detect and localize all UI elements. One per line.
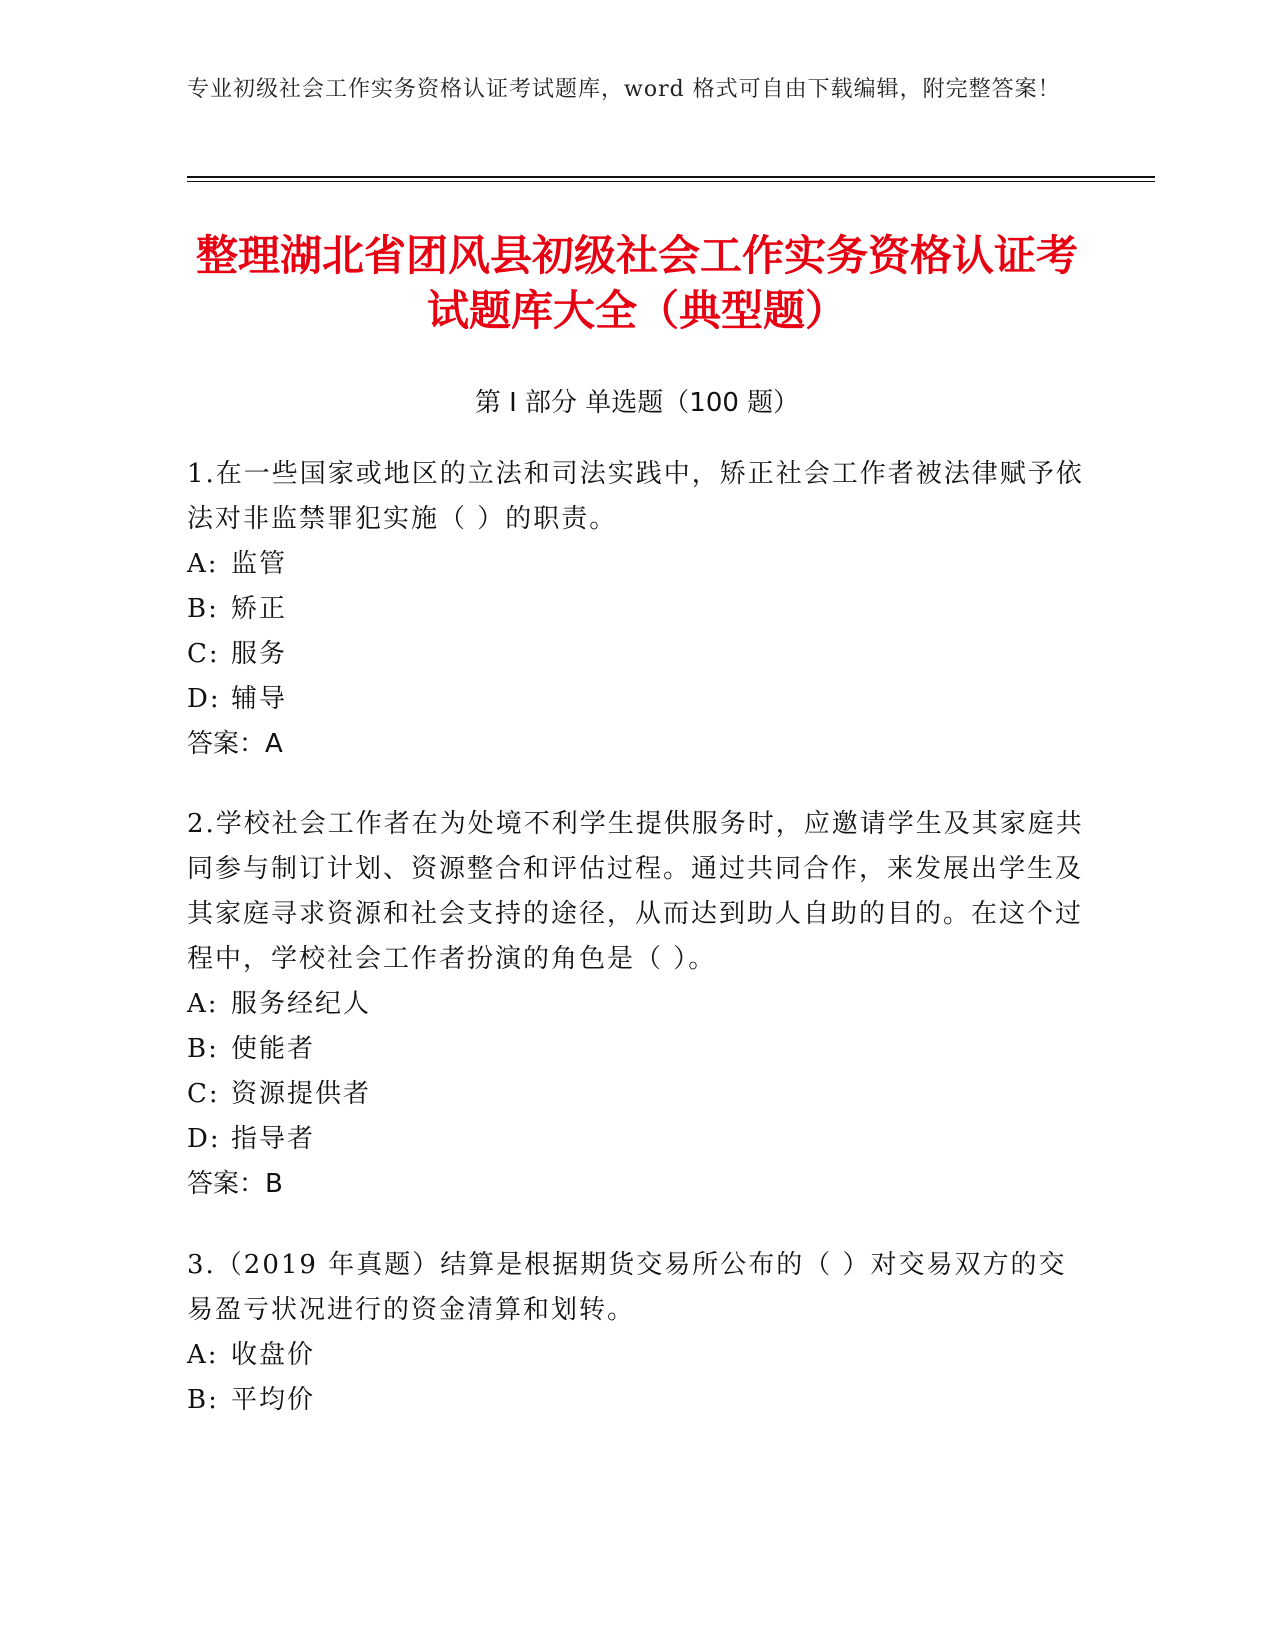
option-text: 资源提供者 bbox=[231, 1079, 372, 1109]
header-note: 专业初级社会工作实务资格认证考试题库，word 格式可自由下载编辑，附完整答案！ bbox=[187, 77, 1061, 102]
option-d bbox=[187, 677, 1087, 722]
question-stem: 3.（2019 年真题）结算是根据期货交易所公布的（ ）对交易双方的交易盈亏状况进行的资金清算和划转。 bbox=[187, 1250, 1067, 1325]
option-text: 服务 bbox=[231, 639, 288, 669]
header-divider-thick bbox=[187, 176, 1155, 178]
option-b bbox=[187, 587, 1087, 632]
option-b bbox=[187, 1027, 1087, 1072]
option-letter: C: bbox=[187, 1079, 220, 1109]
option-text: 矫正 bbox=[231, 594, 288, 624]
option-text: 辅导 bbox=[231, 684, 288, 714]
option-text: 监管 bbox=[231, 549, 288, 579]
option-letter: A: bbox=[187, 989, 219, 1019]
answer: 答案：A bbox=[187, 729, 283, 759]
option-d bbox=[187, 1117, 1087, 1162]
option-b bbox=[187, 1378, 1087, 1423]
document-title: 整理湖北省团风县初级社会工作实务资格认证考试题库大全（典型题） bbox=[195, 231, 1078, 335]
question-3 bbox=[187, 1243, 1087, 1423]
option-a bbox=[187, 1333, 1087, 1378]
question-stem: 2.学校社会工作者在为处境不利学生提供服务时，应邀请学生及其家庭共同参与制订计划、资源整合和评估过程。通过共同合作，来发展出学生及其家庭寻求资源和社会支持的途径，从而达到助人自助的目的。在这个过程中，学校社会工作者扮演的角色是（ ）。 bbox=[187, 809, 1084, 974]
option-letter: C: bbox=[187, 639, 220, 669]
option-letter: B: bbox=[187, 594, 219, 624]
option-c bbox=[187, 1072, 1087, 1117]
option-letter: B: bbox=[187, 1385, 219, 1415]
answer: 答案：B bbox=[187, 1169, 283, 1199]
option-text: 使能者 bbox=[231, 1034, 316, 1064]
option-letter: A: bbox=[187, 549, 219, 579]
option-text: 服务经纪人 bbox=[231, 989, 372, 1019]
option-c bbox=[187, 632, 1087, 677]
option-a bbox=[187, 982, 1087, 1027]
option-a bbox=[187, 542, 1087, 587]
option-text: 平均价 bbox=[231, 1385, 316, 1415]
header-divider-thin bbox=[187, 181, 1155, 182]
option-letter: D: bbox=[187, 1124, 221, 1154]
question-1 bbox=[187, 452, 1087, 767]
option-letter: B: bbox=[187, 1034, 219, 1064]
question-stem: 1.在一些国家或地区的立法和司法实践中，矫正社会工作者被法律赋予依法对非监禁罪犯实施（ ）的职责。 bbox=[187, 459, 1084, 534]
option-text: 指导者 bbox=[231, 1124, 316, 1154]
section-heading: 第 I 部分 单选题（100 题） bbox=[474, 388, 800, 418]
option-letter: A: bbox=[187, 1340, 219, 1370]
question-2 bbox=[187, 802, 1087, 1207]
option-letter: D: bbox=[187, 684, 221, 714]
option-text: 收盘价 bbox=[231, 1340, 316, 1370]
